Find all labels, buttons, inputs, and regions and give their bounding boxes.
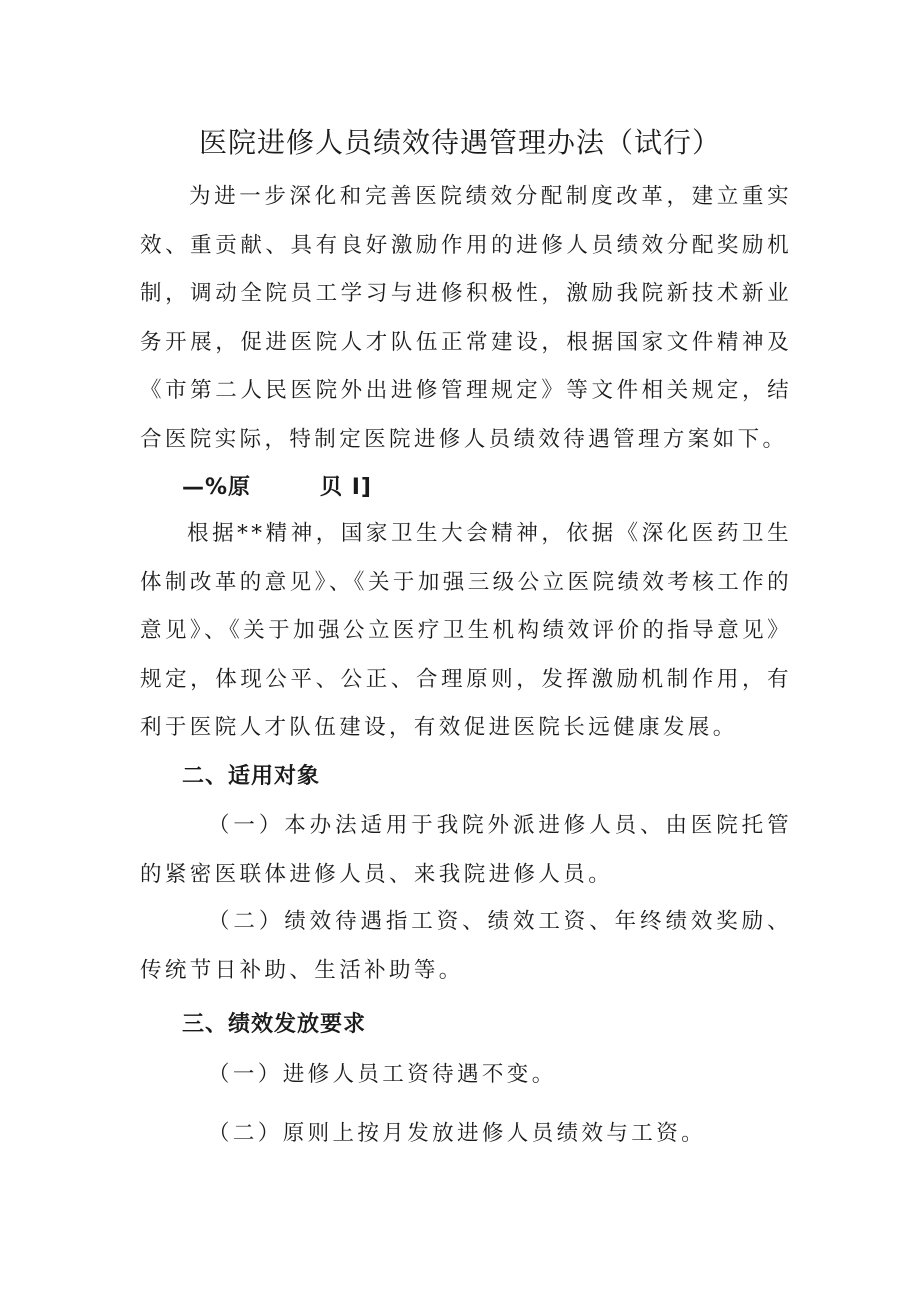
principle-paragraph: 根据**精神，国家卫生大会精神，依据《深化医药卫生体制改革的意见》、《关于加强三级公立医院绩效考核工作的意见》、《关于加强公立医疗卫生机构绩效评价的指导意见》规定，体现公平、公正、合理原则，发挥激励机制作用，有利于医院人才队伍建设，有效促进医院长远健康发展。 — [140, 521, 792, 740]
scope-item-1: （一）本办法适用于我院外派进修人员、由医院托管的紧密医联体进修人员、来我院进修人员。 — [140, 813, 792, 887]
document-title: 医院进修人员绩效待遇管理办法（试行） — [198, 126, 721, 159]
intro-paragraph: 为进一步深化和完善医院绩效分配制度改革，建立重实效、重贡献、具有良好激励作用的进修人员绩效分配奖励机制，调动全院员工学习与进修积极性，激励我院新技术新业务开展，促进医院人才队伍正常建设，根据国家文件精神及《市第二人民医院外出进修管理规定》等文件相关规定，结合医院实际，特制定医院进修人员绩效待遇管理方案如下。 — [140, 184, 792, 452]
section-heading-scope: 二、适用对象 — [182, 764, 321, 789]
requirement-item-2: （二）原则上按月发放进修人员绩效与工资。 — [208, 1121, 707, 1146]
requirement-item-1: （一）进修人员工资待遇不变。 — [208, 1062, 557, 1087]
section-heading-principle: —%原 贝 I] — [182, 475, 372, 500]
section-heading-requirements: 三、绩效发放要求 — [182, 1012, 367, 1037]
scope-item-2: （二）绩效待遇指工资、绩效工资、年终绩效奖励、传统节日补助、生活补助等。 — [140, 909, 792, 983]
